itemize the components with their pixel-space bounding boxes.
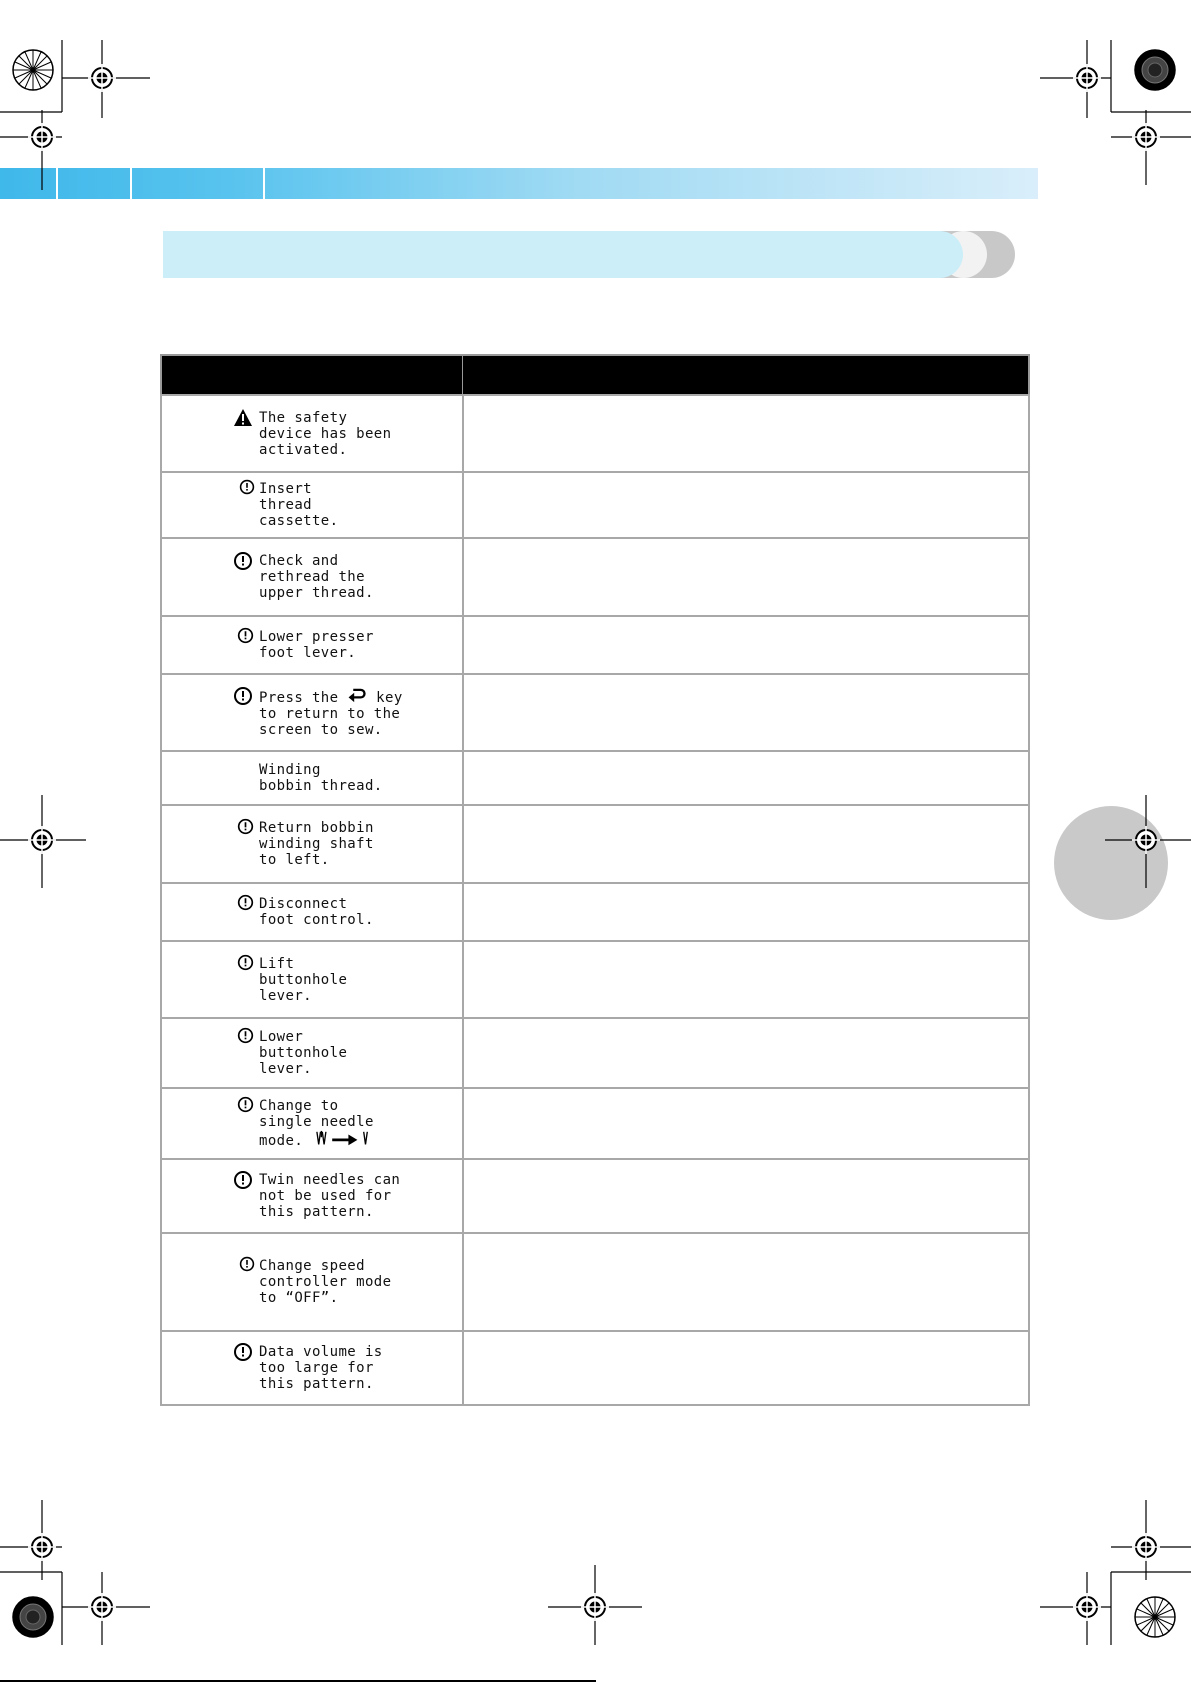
table-row [161,1331,1029,1405]
message-line: foot lever. [259,645,357,661]
message-line: buttonhole [259,971,348,988]
message-cell [161,1018,463,1088]
lcd-message [259,762,462,794]
description-cell [463,395,1029,472]
lcd-message [259,1258,462,1306]
message-line: Check and [259,553,339,569]
lcd-message [259,896,462,928]
exclamation-circle-icon [233,1342,253,1362]
section-tab [1054,806,1168,920]
lcd-message [259,1344,462,1392]
message-line: lever. [259,1061,312,1077]
lcd-message [259,1098,462,1149]
message-line: Disconnect [259,896,348,912]
message-line: activated. [259,441,348,458]
exclamation-circle-icon [237,818,254,835]
table-row [161,1159,1029,1233]
message-line: Return bobbin [259,820,374,836]
message-line: single needle [259,1114,374,1130]
description-cell [463,616,1029,674]
message-line-suffix: key [376,689,403,706]
description-cell [463,1233,1029,1331]
message-line: Data volume is [259,1344,383,1360]
table-row [161,941,1029,1018]
message-line: winding shaft [259,836,374,852]
message-cell [161,1159,463,1233]
table-row [161,1018,1029,1088]
message-line: this pattern. [259,1204,374,1220]
message-line: Twin needles can [259,1172,401,1188]
description-cell [463,538,1029,616]
message-cell [161,751,463,805]
exclamation-circle-icon [233,1170,253,1190]
message-line: upper thread. [259,585,374,601]
message-line: foot control. [259,912,374,928]
lcd-message [259,1029,462,1077]
message-line: The safety [259,409,348,426]
lcd-message [259,956,462,1004]
message-cell [161,616,463,674]
twin-to-single-needle-icon [312,1130,374,1148]
message-line: not be used for [259,1188,392,1204]
exclamation-circle-icon [233,686,253,706]
message-line: buttonhole [259,1045,348,1061]
table-row [161,395,1029,472]
exclamation-circle-icon [237,954,254,971]
table-row [161,538,1029,616]
message-line: rethread the [259,569,365,585]
band-separator [263,168,265,199]
table-row [161,616,1029,674]
message-line: this pattern. [259,1376,374,1392]
message-line: Change speed [259,1258,365,1274]
message-line: Winding [259,762,321,778]
lcd-message [259,820,462,868]
description-cell [463,1331,1029,1405]
exclamation-circle-icon [239,479,255,495]
exclamation-circle-icon [237,627,254,644]
lcd-message [259,481,462,529]
message-line: to “OFF”. [259,1290,339,1306]
table-row [161,472,1029,538]
message-line: controller mode [259,1274,392,1290]
lcd-message [259,410,462,458]
message-line-text: Press the [259,689,339,706]
message-line: Lift [259,955,295,972]
table-row [161,1233,1029,1331]
description-cell [463,674,1029,751]
message-cell [161,805,463,883]
table-row [161,805,1029,883]
error-message-table [160,354,1030,1406]
description-cell [463,805,1029,883]
message-line: lever. [259,987,312,1004]
message-line: Lower presser [259,629,374,645]
exclamation-circle-icon [237,1096,254,1113]
header-cell-cause [463,355,1029,395]
message-cell [161,472,463,538]
table-row [161,674,1029,751]
top-color-band [0,168,1038,199]
exclamation-circle-icon [237,894,254,911]
message-cell [161,1331,463,1405]
exclamation-circle-icon [239,1256,255,1272]
table-row [161,1088,1029,1159]
message-line: Insert [259,481,312,497]
message-line: device has been [259,425,392,442]
description-cell [463,751,1029,805]
message-line: bobbin thread. [259,778,383,794]
table-row [161,883,1029,941]
message-cell [161,1088,463,1159]
message-cell [161,1233,463,1331]
message-line: cassette. [259,513,339,529]
lcd-message [259,629,462,661]
warning-triangle-icon [233,408,253,428]
description-cell [463,1018,1029,1088]
header-cell-message [161,355,463,395]
exclamation-circle-icon [237,1027,254,1044]
heading-bar [163,231,963,278]
description-cell [463,472,1029,538]
description-cell [463,1159,1029,1233]
exclamation-circle-icon [233,551,253,571]
message-line [259,688,462,706]
table-row [161,751,1029,805]
description-cell [463,883,1029,941]
message-line: to return to the [259,705,401,722]
message-cell [161,883,463,941]
lcd-message [259,688,462,738]
lcd-message [259,553,462,601]
lcd-message [259,1172,462,1220]
message-line [259,1130,462,1149]
message-line: Lower [259,1029,304,1045]
table-header-row [161,355,1029,395]
description-cell [463,1088,1029,1159]
message-line: thread [259,497,312,513]
message-cell [161,395,463,472]
message-cell [161,674,463,751]
band-separator [130,168,132,199]
message-line: to left. [259,852,330,868]
message-line: Change to [259,1098,339,1114]
band-separator [56,168,58,199]
bottom-rule [0,1680,596,1682]
message-line: too large for [259,1360,374,1376]
return-key-icon [347,688,367,703]
message-line: screen to sew. [259,721,383,738]
description-cell [463,941,1029,1018]
message-cell [161,941,463,1018]
message-cell [161,538,463,616]
message-line-text: mode. [259,1133,304,1149]
